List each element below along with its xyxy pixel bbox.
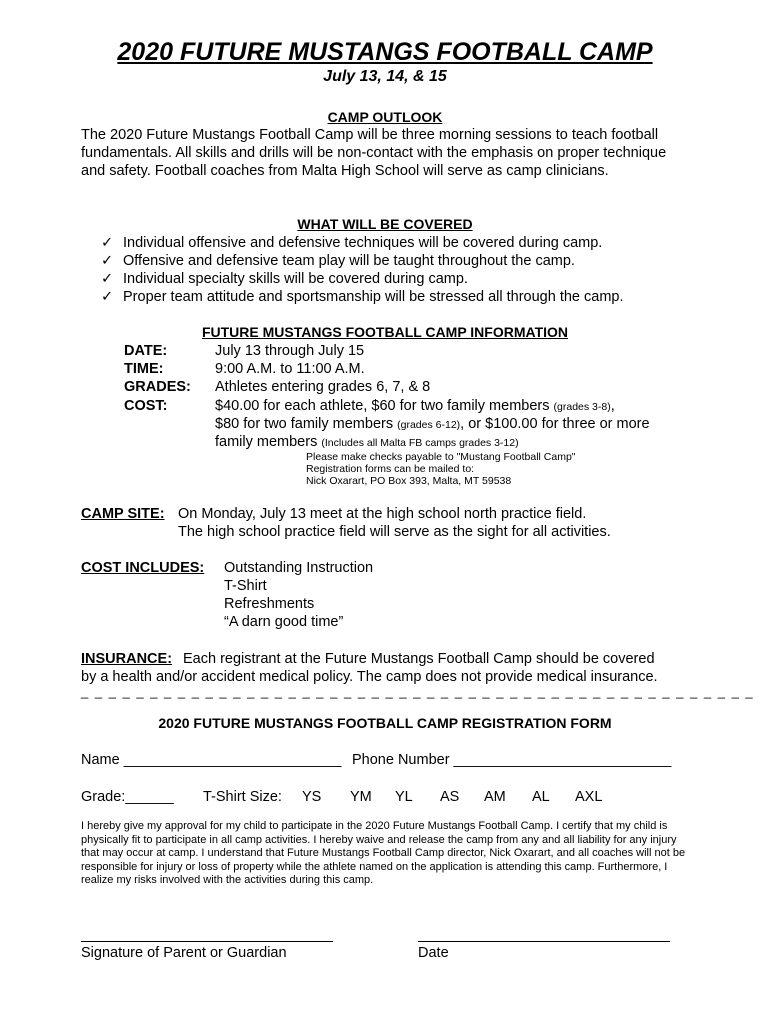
- checks-payable-note: Please make checks payable to "Mustang Football Camp": [306, 451, 576, 463]
- cost-line-1: $40.00 for each athlete, $60 for two family members (grades 3-8),: [215, 398, 615, 414]
- cost-line-2: $80 for two family members (grades 6-12), or $100.00 for three or more: [215, 416, 650, 432]
- covered-item-text: Individual specialty skills will be covered during camp.: [123, 271, 468, 287]
- tshirt-size-option[interactable]: AS: [440, 789, 460, 805]
- signature-line[interactable]: [81, 941, 333, 942]
- date-label: DATE:: [124, 343, 168, 359]
- covered-item: [101, 252, 575, 270]
- tshirt-size-option[interactable]: YS: [302, 789, 322, 805]
- grade-field[interactable]: Grade:______: [81, 789, 174, 805]
- tshirt-size-option[interactable]: YM: [350, 789, 372, 805]
- checkmark-icon: ✓: [101, 253, 114, 269]
- tshirt-size-label: T-Shirt Size:: [203, 789, 282, 805]
- cost-line-3: family members (Includes all Malta FB camps grades 3-12): [215, 434, 519, 450]
- tshirt-size-option[interactable]: AXL: [575, 789, 603, 805]
- date-value: July 13 through July 15: [215, 343, 365, 359]
- mailing-address: Nick Oxarart, PO Box 393, Malta, MT 59538: [306, 475, 512, 487]
- signature-label: Signature of Parent or Guardian: [81, 945, 287, 961]
- cost-includes-label: COST INCLUDES:: [81, 560, 205, 576]
- insurance-line-1: Each registrant at the Future Mustangs Football Camp should be covered: [183, 651, 655, 667]
- cut-line-divider: _ _ _ _ _ _ _ _ _ _ _ _ _ _ _ _ _ _ _ _ _ _ _ _ _ _ _ _ _ _ _ _ _ _ _ _ _ _ _ _ _ _ _ _ _ _ _ _ _: [81, 684, 755, 699]
- date-line[interactable]: [418, 941, 670, 942]
- campsite-line-1: On Monday, July 13 meet at the high school north practice field.: [178, 506, 587, 522]
- covered-item: [101, 234, 602, 252]
- mailing-note: Registration forms can be mailed to:: [306, 463, 475, 475]
- name-field[interactable]: Name ___________________________: [81, 752, 342, 768]
- page-title: 2020 FUTURE MUSTANGS FOOTBALL CAMP: [117, 38, 653, 66]
- covered-item: [101, 288, 624, 306]
- checkmark-icon: ✓: [101, 235, 114, 251]
- includes-item: Outstanding Instruction: [224, 560, 374, 576]
- outlook-text: The 2020 Future Mustangs Football Camp will be three morning sessions to teach football fundamentals. All skills and drills will be non-contact with the emphasis on proper technique and safety. Football coaches from Malta High School will serve as camp clinicians.: [81, 127, 667, 179]
- outlook-heading: CAMP OUTLOOK: [327, 109, 443, 125]
- grades-label: GRADES:: [124, 379, 191, 395]
- insurance-line-2: by a health and/or accident medical policy. The camp does not provide medical insurance.: [81, 669, 658, 685]
- includes-item: Refreshments: [224, 596, 315, 612]
- checkmark-icon: ✓: [101, 271, 114, 287]
- covered-item-text: Offensive and defensive team play will be taught throughout the camp.: [123, 253, 575, 269]
- covered-item-text: Proper team attitude and sportsmanship will be stressed all through the camp.: [123, 289, 624, 305]
- cost-label: COST:: [124, 398, 168, 414]
- phone-number-field[interactable]: Phone Number ___________________________: [352, 752, 672, 768]
- grades-value: Athletes entering grades 6, 7, & 8: [215, 379, 431, 395]
- date-signature-label: Date: [418, 945, 449, 961]
- registration-heading: 2020 FUTURE MUSTANGS FOOTBALL CAMP REGISTRATION FORM: [158, 715, 612, 731]
- time-label: TIME:: [124, 361, 164, 377]
- time-value: 9:00 A.M. to 11:00 A.M.: [215, 361, 365, 377]
- tshirt-size-option[interactable]: AM: [484, 789, 506, 805]
- checkmark-icon: ✓: [101, 289, 114, 305]
- info-heading: FUTURE MUSTANGS FOOTBALL CAMP INFORMATION: [201, 324, 569, 340]
- campsite-line-2: The high school practice field will serve as the sight for all activities.: [178, 524, 611, 540]
- covered-heading: WHAT WILL BE COVERED: [297, 216, 473, 232]
- parental-consent-text: I hereby give my approval for my child to participate in the 2020 Future Mustangs Football Camp. I certify that my child is physically fit to participate in all camp activities. I hereby waive and release the camp from any and all liability for any injury that may occur at camp. I understand that Future Mustangs Football Camp director, Nick Oxarart, and all coaches will not be responsible for injury or loss of property while the athlete named on the application is attending this camp. Furthermore, I realize my risks involved with the activities during this camp.: [81, 820, 686, 887]
- camp-dates: July 13, 14, & 15: [323, 68, 447, 85]
- campsite-label: CAMP SITE:: [81, 506, 165, 522]
- tshirt-size-option[interactable]: AL: [532, 789, 550, 805]
- tshirt-size-option[interactable]: YL: [395, 789, 413, 805]
- covered-item-text: Individual offensive and defensive techniques will be covered during camp.: [123, 235, 603, 251]
- insurance-label: INSURANCE:: [81, 651, 173, 667]
- covered-item: [101, 270, 468, 288]
- includes-item: T-Shirt: [224, 578, 267, 594]
- includes-item: “A darn good time”: [224, 614, 344, 630]
